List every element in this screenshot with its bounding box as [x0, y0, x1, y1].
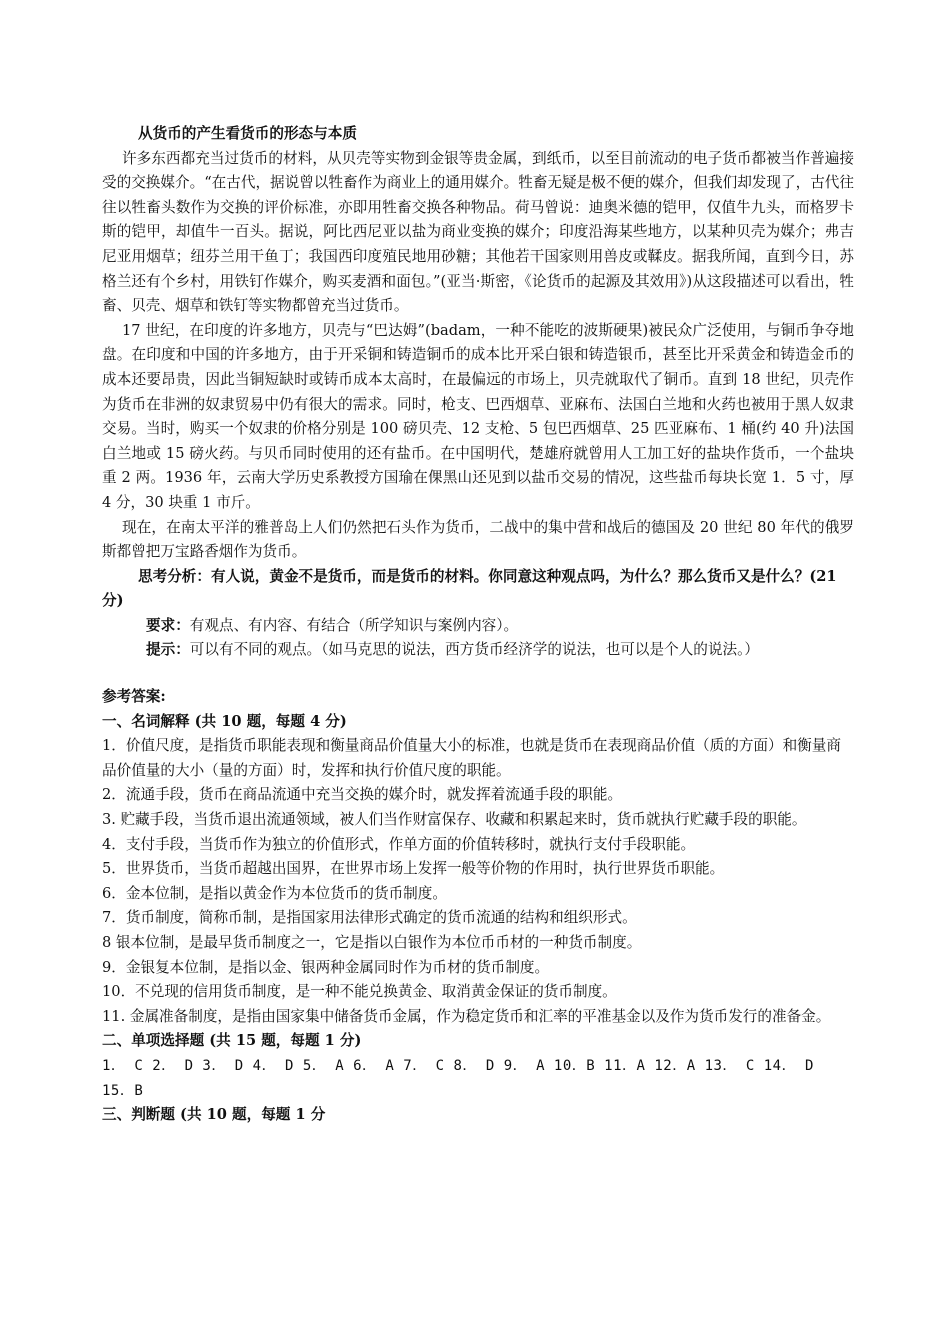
definition-item: 2．流通手段，货币在商品流通中充当交换的媒介时，就发挥着流通手段的职能。: [102, 786, 623, 804]
document-body: [102, 122, 854, 1128]
spacer: [102, 663, 854, 685]
essay-paragraph-1: 许多东西都充当过货币的材料，从贝壳等实物到金银等贵金属，到纸币，以至目前流动的电子货币都被当作普遍接受的交换媒介。“在古代，据说曾以牲畜作为商业上的通用媒介。牲畜无疑是极不便的媒介，但我们却发现了，古代往往以牲畜头数作为交换的评价标准，亦即用牲畜交换各种物品。荷马曾说：迪奥米德的铠甲，仅值牛九头，而格罗卡斯的铠甲，却值牛一百头。据说，阿比西尼亚以盐为商业变换的媒介；印度沿海某些地方，以某种贝壳为媒介；弗吉尼亚用烟草；纽芬兰用干鱼丁；我国西印度殖民地用砂糖；其他若干国家则用兽皮或鞣皮。据我所闻，直到今日，苏格兰还有个乡村，用铁钉作媒介，购买麦酒和面包。”(亚当·斯密，《论货币的起源及其效用》)从这段描述可以看出，牲畜、贝壳、烟草和铁钉等实物都曾充当过货币。: [102, 149, 854, 315]
essay-paragraph-2: 17 世纪，在印度的许多地方，贝壳与“巴达姆”(badam，一种不能吃的波斯硬果)被民众广泛使用，与铜币争夺地盘。在印度和中国的许多地方，由于开采铜和铸造铜币的成本比开采白银和铸造银币，甚至比开采黄金和铸造金币的成本还要昂贵，因此当铜短缺时或铸币成本太高时，在最偏远的市场上，贝壳就取代了铜币。直到 18 世纪，贝壳作为货币在非洲的奴隶贸易中仍有很大的需求。同时，枪支、巴西烟草、亚麻布、法国白兰地和火药也被用于黑人奴隶交易。当时，购买一个奴隶的价格分别是 100 磅贝壳、12 支枪、5 包巴西烟草、25 匹亚麻布、1 桶(约 40 升)法国白兰地或 15 磅火药。与贝币同时使用的还有盐币。在中国明代，楚雄府就曾用人工加工好的盐块作货币，一个盐块重 2 两。1936 年，云南大学历史系教授方国瑜在倮黑山还见到以盐币交易的情况，这些盐币每块长宽 1．5 寸，厚 4 分，30 块重 1 市斤。: [102, 321, 854, 511]
essay-title: 从货币的产生看货币的形态与本质: [138, 125, 357, 142]
definition-item: 8 银本位制，是最早货币制度之一，它是指以白银作为本位币币材的一种货币制度。: [102, 934, 642, 951]
definition-item: 3. 贮藏手段，当货币退出流通领域，被人们当作财富保存、收藏和积累起来时，货币就执行贮藏手段的职能。: [102, 811, 807, 829]
definition-item: 4．支付手段，当货币作为独立的价值形式，作单方面的价值转移时，就执行支付手段职能。: [102, 835, 696, 853]
section-2-heading: 二、单项选择题 (共 15 题，每题 1 分): [102, 1032, 362, 1050]
section-1-heading: 一、名词解释 (共 10 题，每题 4 分): [102, 712, 347, 730]
definition-item: 1．价值尺度，是指货币职能表现和衡量商品价值量大小的标准，也就是货币在表现商品价值（质的方面）和衡量商品价值量的大小（量的方面）时，发挥和执行价值尺度的职能。: [102, 737, 841, 779]
section-3-heading: 三、判断题 (共 10 题，每题 1 分: [102, 1106, 326, 1124]
choice-answers-line-2: 15．B: [102, 1082, 144, 1099]
definition-item: 10．不兑现的信用货币制度，是一种不能兑换黄金、取消黄金保证的货币制度。: [102, 983, 617, 1001]
essay-paragraph-3: 现在，在南太平洋的雅普岛上人们仍然把石头作为货币，二战中的集中营和战后的德国及 20 世纪 80 年代的俄罗斯都曾把万宝路香烟作为货币。: [102, 518, 854, 561]
definition-item: 9．金银复本位制，是指以金、银两种金属同时作为币材的货币制度。: [102, 958, 550, 976]
question-prompt: 思考分析：有人说，黄金不是货币，而是货币的材料。你同意这种观点吗，为什么？那么货币又是什么？(21 分): [102, 567, 837, 610]
definition-item: 11. 金属准备制度，是指由国家集中储备货币金属，作为稳定货币和汇率的平准基金以及作为货币发行的准备金。: [102, 1007, 831, 1025]
requirement-line: [102, 614, 854, 639]
hint-line: [102, 638, 854, 663]
definition-item: 6．金本位制，是指以黄金作为本位货币的货币制度。: [102, 884, 447, 902]
hint-label: 提示：: [146, 641, 190, 659]
definition-item: 7．货币制度，简称币制，是指国家用法律形式确定的货币流通的结构和组织形式。: [102, 909, 637, 927]
hint-text: 可以有不同的观点。（如马克思的说法，西方货币经济学的说法，也可以是个人的说法。）: [189, 641, 759, 659]
requirement-label: 要求：: [146, 616, 190, 634]
reference-answers-heading: 参考答案:: [102, 688, 166, 706]
choice-answers-line-1: 1． C 2． D 3． D 4． D 5． A 6． A 7． C 8． D 9． A 10．B 11．A 12．A 13． C 14． D: [102, 1057, 814, 1074]
requirement-text: 有观点、有内容、有结合（所学知识与案例内容）。: [189, 616, 519, 634]
definition-item: 5．世界货币，当货币超越出国界，在世界市场上发挥一般等价物的作用时，执行世界货币职能。: [102, 860, 725, 878]
